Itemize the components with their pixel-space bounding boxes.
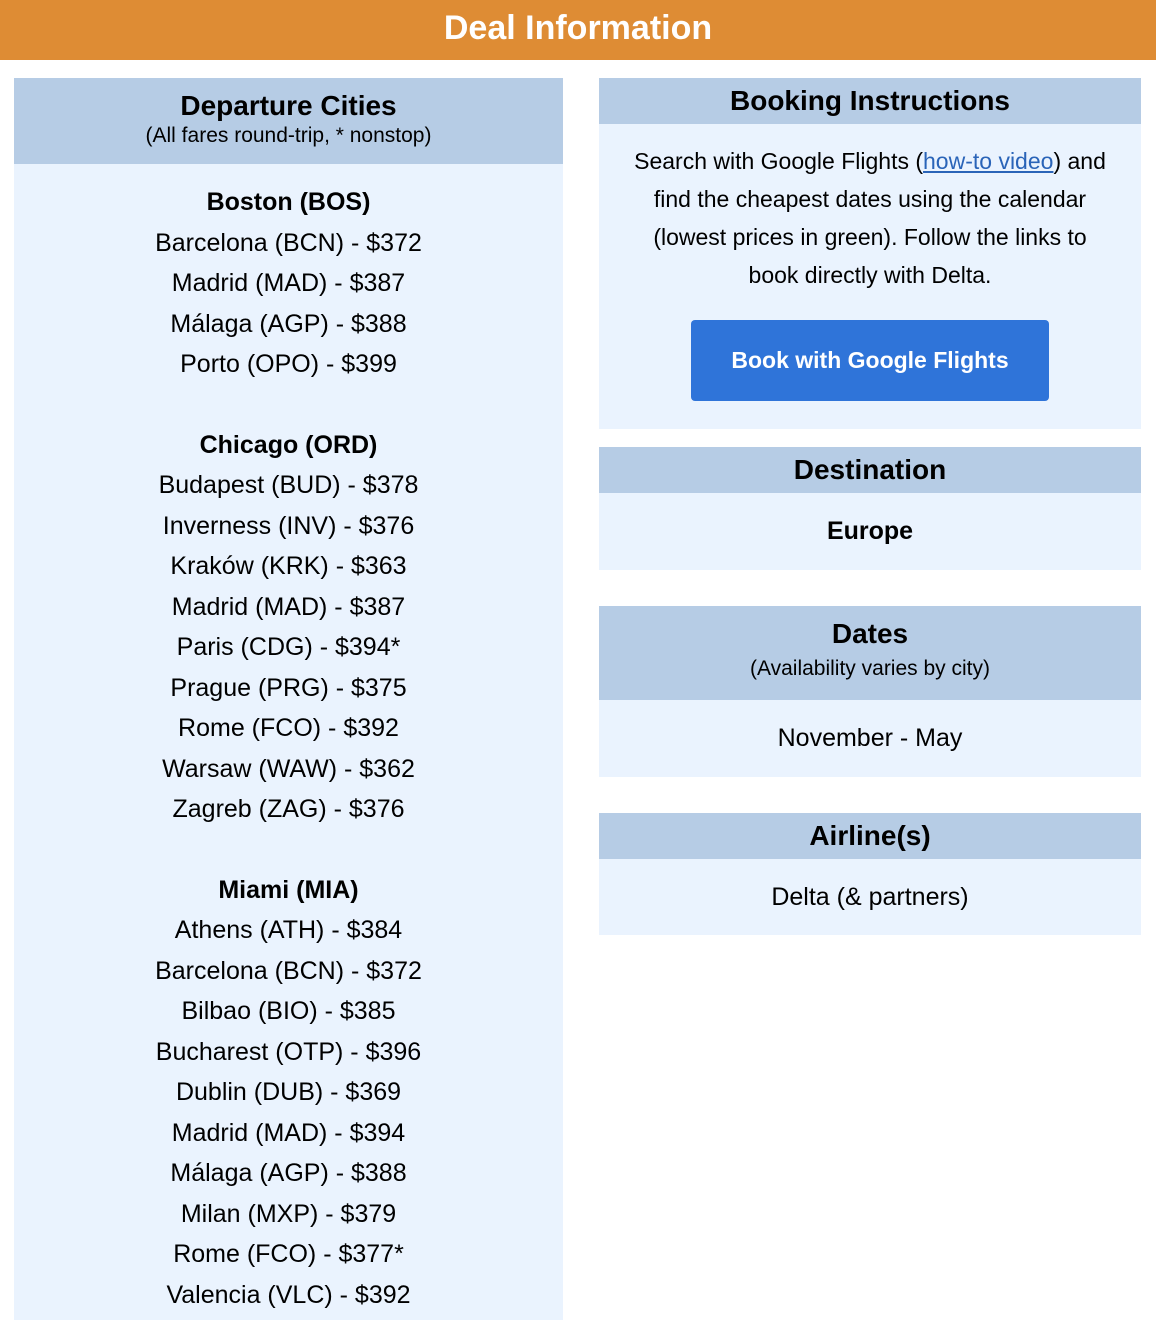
instructions-text-end: ) and find the cheapest dates using the calendar (lowest prices in green). Follow the links to book directly with Delta. xyxy=(653,148,1106,288)
booking-instructions-title: Booking Instructions xyxy=(599,78,1141,124)
route-list xyxy=(14,223,563,385)
route-item: Barcelona (BCN) - $372 xyxy=(155,228,422,257)
departure-group-chicago xyxy=(14,425,563,830)
route-item: Budapest (BUD) - $378 xyxy=(158,471,419,499)
dates-title: Dates xyxy=(831,618,909,649)
route-item: Barcelona (BCN) - $372 xyxy=(155,956,422,985)
route-item: Athens (ATH) - $384 xyxy=(174,916,403,944)
airline-title: Airline(s) xyxy=(599,813,1141,859)
route-item: Zagreb (ZAG) - $376 xyxy=(172,795,405,823)
airline-value: Delta (& partners) xyxy=(771,883,969,911)
route-item: Milan (MXP) - $379 xyxy=(180,1199,397,1228)
route-item: Málaga (AGP) - $388 xyxy=(170,309,407,338)
route-item: Dublin (DUB) - $369 xyxy=(175,1078,402,1106)
route-item: Madrid (MAD) - $394 xyxy=(171,1118,406,1147)
departure-cities-header xyxy=(14,78,563,164)
how-to-video-link[interactable]: how-to video xyxy=(923,148,1054,174)
route-item: Warsaw (WAW) - $362 xyxy=(162,754,415,783)
route-item: Inverness (INV) - $376 xyxy=(162,511,415,540)
departure-cities-subtitle: (All fares round-trip, * nonstop) xyxy=(145,124,432,147)
dates-header xyxy=(599,606,1141,700)
instructions-text-start: Search with Google Flights ( xyxy=(634,148,924,174)
route-item: Rome (FCO) - $377* xyxy=(173,1240,404,1268)
route-item: Madrid (MAD) - $387 xyxy=(171,592,406,621)
book-with-google-flights-button[interactable]: Book with Google Flights xyxy=(691,320,1049,401)
departure-cities-panel xyxy=(14,78,563,1320)
departure-city-name: Miami (MIA) xyxy=(218,875,359,904)
route-item: Madrid (MAD) - $387 xyxy=(171,269,406,297)
departure-city-name: Boston (BOS) xyxy=(206,188,371,216)
route-item: Kraków (KRK) - $363 xyxy=(170,552,407,580)
booking-instructions-text xyxy=(599,124,1141,294)
departure-city-name: Chicago (ORD) xyxy=(199,430,378,459)
route-item: Bucharest (OTP) - $396 xyxy=(155,1037,422,1066)
destination-value: Europe xyxy=(826,517,914,545)
route-list xyxy=(14,910,563,1315)
route-item: Prague (PRG) - $375 xyxy=(170,673,407,702)
destination-card xyxy=(599,447,1141,570)
deal-information-banner: Deal Information xyxy=(0,0,1156,60)
route-item: Bilbao (BIO) - $385 xyxy=(181,997,396,1025)
route-item: Porto (OPO) - $399 xyxy=(180,350,397,378)
route-item: Paris (CDG) - $394* xyxy=(176,633,401,661)
route-item: Valencia (VLC) - $392 xyxy=(166,1280,411,1309)
dates-value: November - May xyxy=(777,724,963,752)
departure-cities-title: Departure Cities xyxy=(180,90,397,121)
departure-group-miami xyxy=(14,870,563,1316)
dates-card xyxy=(599,606,1141,777)
departure-group-boston xyxy=(14,182,563,385)
dates-subtitle: (Availability varies by city) xyxy=(749,657,990,680)
route-item: Málaga (AGP) - $388 xyxy=(170,1159,407,1187)
route-item: Rome (FCO) - $392 xyxy=(178,714,399,742)
destination-title: Destination xyxy=(599,447,1141,493)
booking-instructions-card xyxy=(599,78,1141,429)
route-list xyxy=(14,465,563,830)
airline-card xyxy=(599,813,1141,935)
